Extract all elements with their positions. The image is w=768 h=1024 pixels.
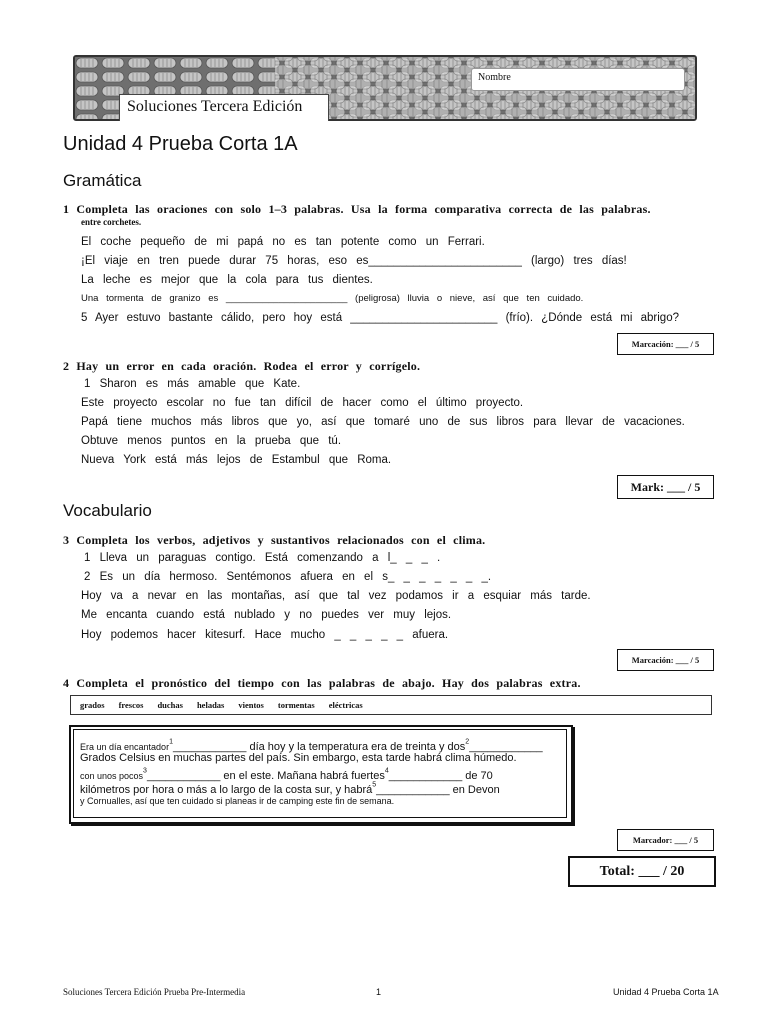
q3-line: Hoy podemos hacer kitesurf. Hace mucho _ _ _ _ _ afuera. [81,629,449,641]
q2-line: 1 Sharon es más amable que Kate. [84,378,301,390]
word-bank-item: tormentas [277,700,315,710]
forecast-text: kilómetros por hora o más a lo largo de la costa sur, y habrá [80,784,373,796]
q1-line: ¡El viaje en tren puede durar 75 horas, eso es________________________ (largo) tres días! [81,255,627,267]
question-1-instruction: 1 Completa las oraciones con solo 1–3 palabras. Usa la forma comparativa correcta de las palabras. [63,202,651,216]
word-bank-item: vientos [238,700,264,710]
total-label: Total: ___ / 20 [599,863,685,879]
mark-box-q4 [617,829,714,851]
word-bank-item: duchas [157,700,183,710]
word-bank-item: grados [80,700,105,710]
forecast-text: ____________ en Devon [376,784,500,796]
mark-label: Marcación: ___ / 5 [631,339,700,349]
gap-number: 5 [372,781,377,789]
word-bank [70,695,712,715]
section-heading-grammar: Gramática [63,171,142,190]
word-bank-item: frescos [118,700,144,710]
forecast-text: con unos pocos [80,771,144,781]
question-3-instruction: 3 Completa los verbos, adjetivos y sustantivos relacionados con el clima. [63,533,486,547]
mark-box-q3 [617,649,714,671]
q1-line: 5 Ayer estuvo bastante cálido, pero hoy está _______________________ (frío). ¿Dónde está mi abrigo? [81,312,679,324]
q3-line: 1 Lleva un paraguas contigo. Está comenzando a l_ _ _ . [84,552,441,564]
q2-line: Nueva York está más lejos de Estambul que Roma. [81,454,392,466]
page-title: Unidad 4 Prueba Corta 1A [63,133,298,155]
q2-line: Obtuve menos puntos en la prueba que tú. [81,435,342,447]
mark-label: Marcador: ___ / 5 [632,835,699,845]
q1-line: El coche pequeño de mi papá no es tan potente como un Ferrari. [81,236,485,248]
q2-line: Papá tiene muchos más libros que yo, así que tomaré uno de sus libros para llevar de vacaciones. [81,416,685,428]
question-2-instruction: 2 Hay un error en cada oración. Rodea el error y corrígelo. [63,359,421,373]
mark-label: Mark: ___ / 5 [630,479,701,494]
forecast-line-5: y Cornualles, así que ten cuidado si planeas ir de camping este fin de semana. [80,796,395,806]
forecast-text: ____________ en el este. Mañana habrá fuertes [146,770,385,782]
q3-line: Hoy va a nevar en las montañas, así que tal vez podamos ir a esquiar más tarde. [81,590,591,602]
footer-left: Soluciones Tercera Edición Prueba Pre-Intermedia [63,987,246,997]
forecast-text: Era un día encantador [80,742,170,752]
q2-line: Este proyecto escolar no fue tan difícil de hacer como el último proyecto. [81,397,524,409]
mark-box-q1 [617,333,714,355]
forecast-text: ____________ [469,741,543,753]
forecast-text: ____________ día hoy y la temperatura era de treinta y dos [172,741,466,753]
gap-number: 2 [465,738,470,746]
gap-number: 3 [143,767,147,775]
name-label: Nombre [478,72,511,83]
question-4-instruction: 4 Completa el pronóstico del tiempo con las palabras de abajo. Hay dos palabras extra. [63,676,581,690]
mark-box-q2 [617,475,714,499]
q1-line: La leche es mejor que la cola para tus dientes. [81,274,373,286]
total-box [568,856,716,887]
gap-number: 1 [169,738,173,746]
footer-page-number: 1 [376,987,382,997]
word-bank-item: eléctricas [328,700,363,710]
q3-line: Me encanta cuando está nublado y no puedes ver muy lejos. [81,609,452,621]
q1-line: Una tormenta de granizo es _______________________ (peligrosa) lluvia o nieve, así que ten cuidado. [81,293,584,304]
mark-label: Marcación: ___ / 5 [631,655,700,665]
forecast-text: ____________ de 70 [388,770,493,782]
edition-title: Soluciones Tercera Edición [127,98,303,115]
question-1-instruction-cont: entre corchetes. [81,217,142,227]
q3-line: 2 Es un día hermoso. Sentémonos afuera en el s_ _ _ _ _ _ _. [84,571,492,583]
gap-number: 4 [384,767,389,775]
word-bank-item: heladas [196,700,225,710]
footer-right: Unidad 4 Prueba Corta 1A [613,987,719,997]
section-heading-vocabulary: Vocabulario [63,501,152,520]
forecast-line-2: Grados Celsius en muchas partes del país. Sin embargo, esta tarde habrá clima húmedo. [80,752,517,764]
